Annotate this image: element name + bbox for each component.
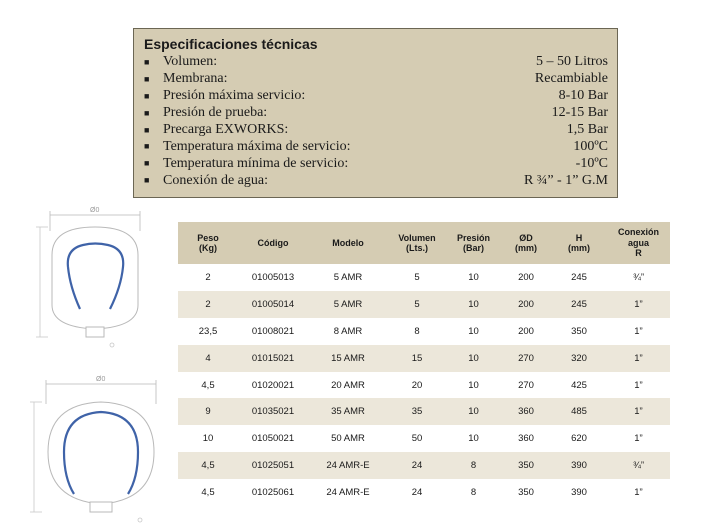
specifications-list (144, 54, 608, 189)
table-cell: 10 (468, 433, 479, 445)
table-cell: 01005013 (251, 271, 295, 283)
table-cell: 200 (518, 325, 534, 337)
column-header-line1: Volumen (398, 232, 436, 243)
table-cell: 360 (501, 398, 551, 425)
table-cell: 5 (414, 271, 420, 283)
column-header (308, 222, 388, 264)
spec-value: 12-15 Bar (551, 105, 608, 121)
column-header-line2: (mm) (568, 243, 590, 253)
table-cell: 390 (571, 487, 587, 499)
table-cell: 10 (468, 379, 479, 391)
table-cell: 5 AMR (333, 271, 363, 283)
spec-item (144, 88, 608, 105)
table-cell: 01005014 (238, 291, 308, 318)
spec-value: R ¾” - 1” G.M (524, 172, 608, 188)
spec-item (144, 54, 608, 71)
table-cell: 01020021 (251, 379, 295, 391)
table-cell: 24 (388, 452, 446, 479)
column-header (501, 222, 551, 264)
table-cell: 10 (446, 291, 501, 318)
bullet-icon: ■ (144, 158, 150, 169)
spec-label: Temperatura máxima de servicio: (163, 138, 351, 154)
table-row (178, 372, 670, 399)
table-cell: 200 (501, 291, 551, 318)
table-cell: 20 (411, 379, 423, 391)
bullet-icon: ■ (144, 90, 150, 101)
table-cell: 01035021 (238, 398, 308, 425)
spec-label: Temperatura mínima de servicio: (163, 155, 349, 171)
table-cell: 24 AMR-E (326, 487, 370, 499)
table-cell: 1” (607, 345, 670, 372)
spec-label: Volumen: (163, 54, 218, 70)
table-cell: 01008021 (251, 325, 295, 337)
spec-item (144, 155, 608, 172)
spec-value: -10ºC (575, 155, 608, 171)
table-cell: 8 AMR (333, 325, 363, 337)
table-cell: 50 (411, 433, 423, 445)
table-cell: 9 (178, 398, 238, 425)
table-cell: 24 (411, 487, 423, 499)
table-cell: 8 (446, 452, 501, 479)
spec-label: Precarga EXWORKS: (163, 122, 289, 137)
table-cell: 390 (551, 452, 607, 479)
spec-value: 5 – 50 Litros (536, 54, 608, 70)
table-cell: 245 (551, 291, 607, 318)
table-cell: 4 (178, 345, 238, 372)
spec-label: Conexión de agua: (163, 172, 268, 188)
spec-item (144, 105, 608, 122)
table-cell: 8 (470, 487, 477, 499)
spec-value: 100ºC (573, 138, 608, 154)
bullet-icon: ■ (144, 73, 150, 84)
table-cell: 425 (571, 379, 587, 391)
column-header-line2: (Kg) (199, 243, 217, 253)
spec-item (144, 122, 608, 139)
table-cell: 01025061 (251, 487, 295, 499)
column-header (446, 222, 501, 264)
table-cell: 270 (501, 345, 551, 372)
table-cell: 1” (634, 325, 643, 337)
column-header-line1: ØD (519, 232, 533, 243)
spec-value: 1,5 Bar (566, 122, 608, 137)
table-row (178, 318, 670, 345)
table-cell: 4,5 (201, 379, 215, 391)
column-header-line2: (Lts.) (406, 243, 428, 253)
column-header-line1: Modelo (332, 237, 364, 248)
table-row (178, 264, 670, 291)
table-cell: 8 (414, 325, 420, 337)
table-row (178, 479, 670, 506)
table-cell: 350 (518, 487, 534, 499)
table-cell: 50 AMR (331, 433, 365, 445)
bullet-icon: ■ (144, 56, 150, 67)
column-header-line1: Código (257, 237, 289, 248)
product-table (178, 222, 670, 506)
table-cell: 245 (571, 271, 587, 283)
spec-label: Membrana: (163, 71, 228, 87)
table-cell: 10 (202, 433, 214, 445)
table-cell: 10 (468, 271, 479, 283)
specifications-panel (133, 28, 618, 198)
table-cell: 5 (388, 291, 446, 318)
table-cell: 24 AMR-E (308, 452, 388, 479)
table-cell: 01025051 (238, 452, 308, 479)
table-row (178, 345, 670, 372)
spec-item (144, 138, 608, 155)
table-cell: 350 (571, 325, 587, 337)
table-cell: 10 (468, 325, 479, 337)
table-cell: 1” (607, 398, 670, 425)
table-cell: 270 (518, 379, 534, 391)
table-cell: 23,5 (198, 325, 218, 337)
column-header-line1: Conexión agua (617, 227, 659, 248)
specifications-title: Especificaciones técnicas (144, 36, 318, 52)
table-cell: 4,5 (201, 487, 215, 499)
table-cell: 1” (634, 433, 643, 445)
table-cell: 2 (205, 271, 211, 283)
vessel-drawing-large (28, 372, 168, 529)
column-header (388, 222, 446, 264)
bullet-icon: ■ (144, 124, 150, 135)
bullet-icon: ■ (144, 141, 150, 152)
column-header (238, 222, 308, 264)
column-header-line1: Presión (456, 232, 490, 243)
table-cell: 320 (551, 345, 607, 372)
spec-value: 8-10 Bar (558, 88, 608, 104)
table-body (178, 264, 670, 506)
table-cell: 1” (634, 487, 643, 499)
diameter-label: Ø0 (96, 376, 106, 383)
column-header-line1: Peso (197, 232, 219, 243)
spec-item (144, 172, 608, 189)
column-header-line2: (mm) (515, 243, 537, 253)
table-cell: 360 (518, 433, 534, 445)
column-header (607, 222, 670, 264)
diameter-label: Ø0 (90, 207, 100, 214)
header-row (178, 222, 670, 264)
table-cell: 620 (571, 433, 587, 445)
column-header-line1: H (575, 232, 583, 243)
column-header (551, 222, 607, 264)
spec-label: Presión máxima servicio: (163, 88, 306, 104)
column-header-line2: (Bar) (462, 243, 484, 253)
table-row (178, 291, 670, 318)
table-cell: 01050021 (251, 433, 295, 445)
table-cell: 10 (446, 398, 501, 425)
table-cell: 35 AMR (308, 398, 388, 425)
spec-value: Recambiable (534, 71, 608, 87)
table-cell: 350 (501, 452, 551, 479)
table-cell: 15 AMR (308, 345, 388, 372)
spec-item (144, 71, 608, 88)
table-row (178, 452, 670, 479)
table-cell: 20 AMR (331, 379, 365, 391)
table-row (178, 425, 670, 452)
table-cell: 15 (388, 345, 446, 372)
table-cell: 200 (518, 271, 534, 283)
table-cell: 485 (551, 398, 607, 425)
table-cell: 1” (607, 291, 670, 318)
bullet-icon: ■ (144, 175, 150, 186)
table-cell: ¾” (607, 452, 670, 479)
table-cell: 01015021 (238, 345, 308, 372)
product-table-container (178, 222, 670, 506)
table-cell: 4,5 (178, 452, 238, 479)
table-cell: ¾” (632, 271, 645, 283)
table-cell: 5 AMR (308, 291, 388, 318)
column-header-line2: R (635, 248, 642, 259)
table-cell: 10 (446, 345, 501, 372)
column-header (178, 222, 238, 264)
table-cell: 2 (178, 291, 238, 318)
table-cell: 35 (388, 398, 446, 425)
table-cell: 1” (634, 379, 643, 391)
table-header (178, 222, 670, 264)
spec-label: Presión de prueba: (163, 105, 268, 121)
bullet-icon: ■ (144, 107, 150, 118)
vessel-drawing-small (28, 205, 148, 355)
table-row (178, 398, 670, 425)
